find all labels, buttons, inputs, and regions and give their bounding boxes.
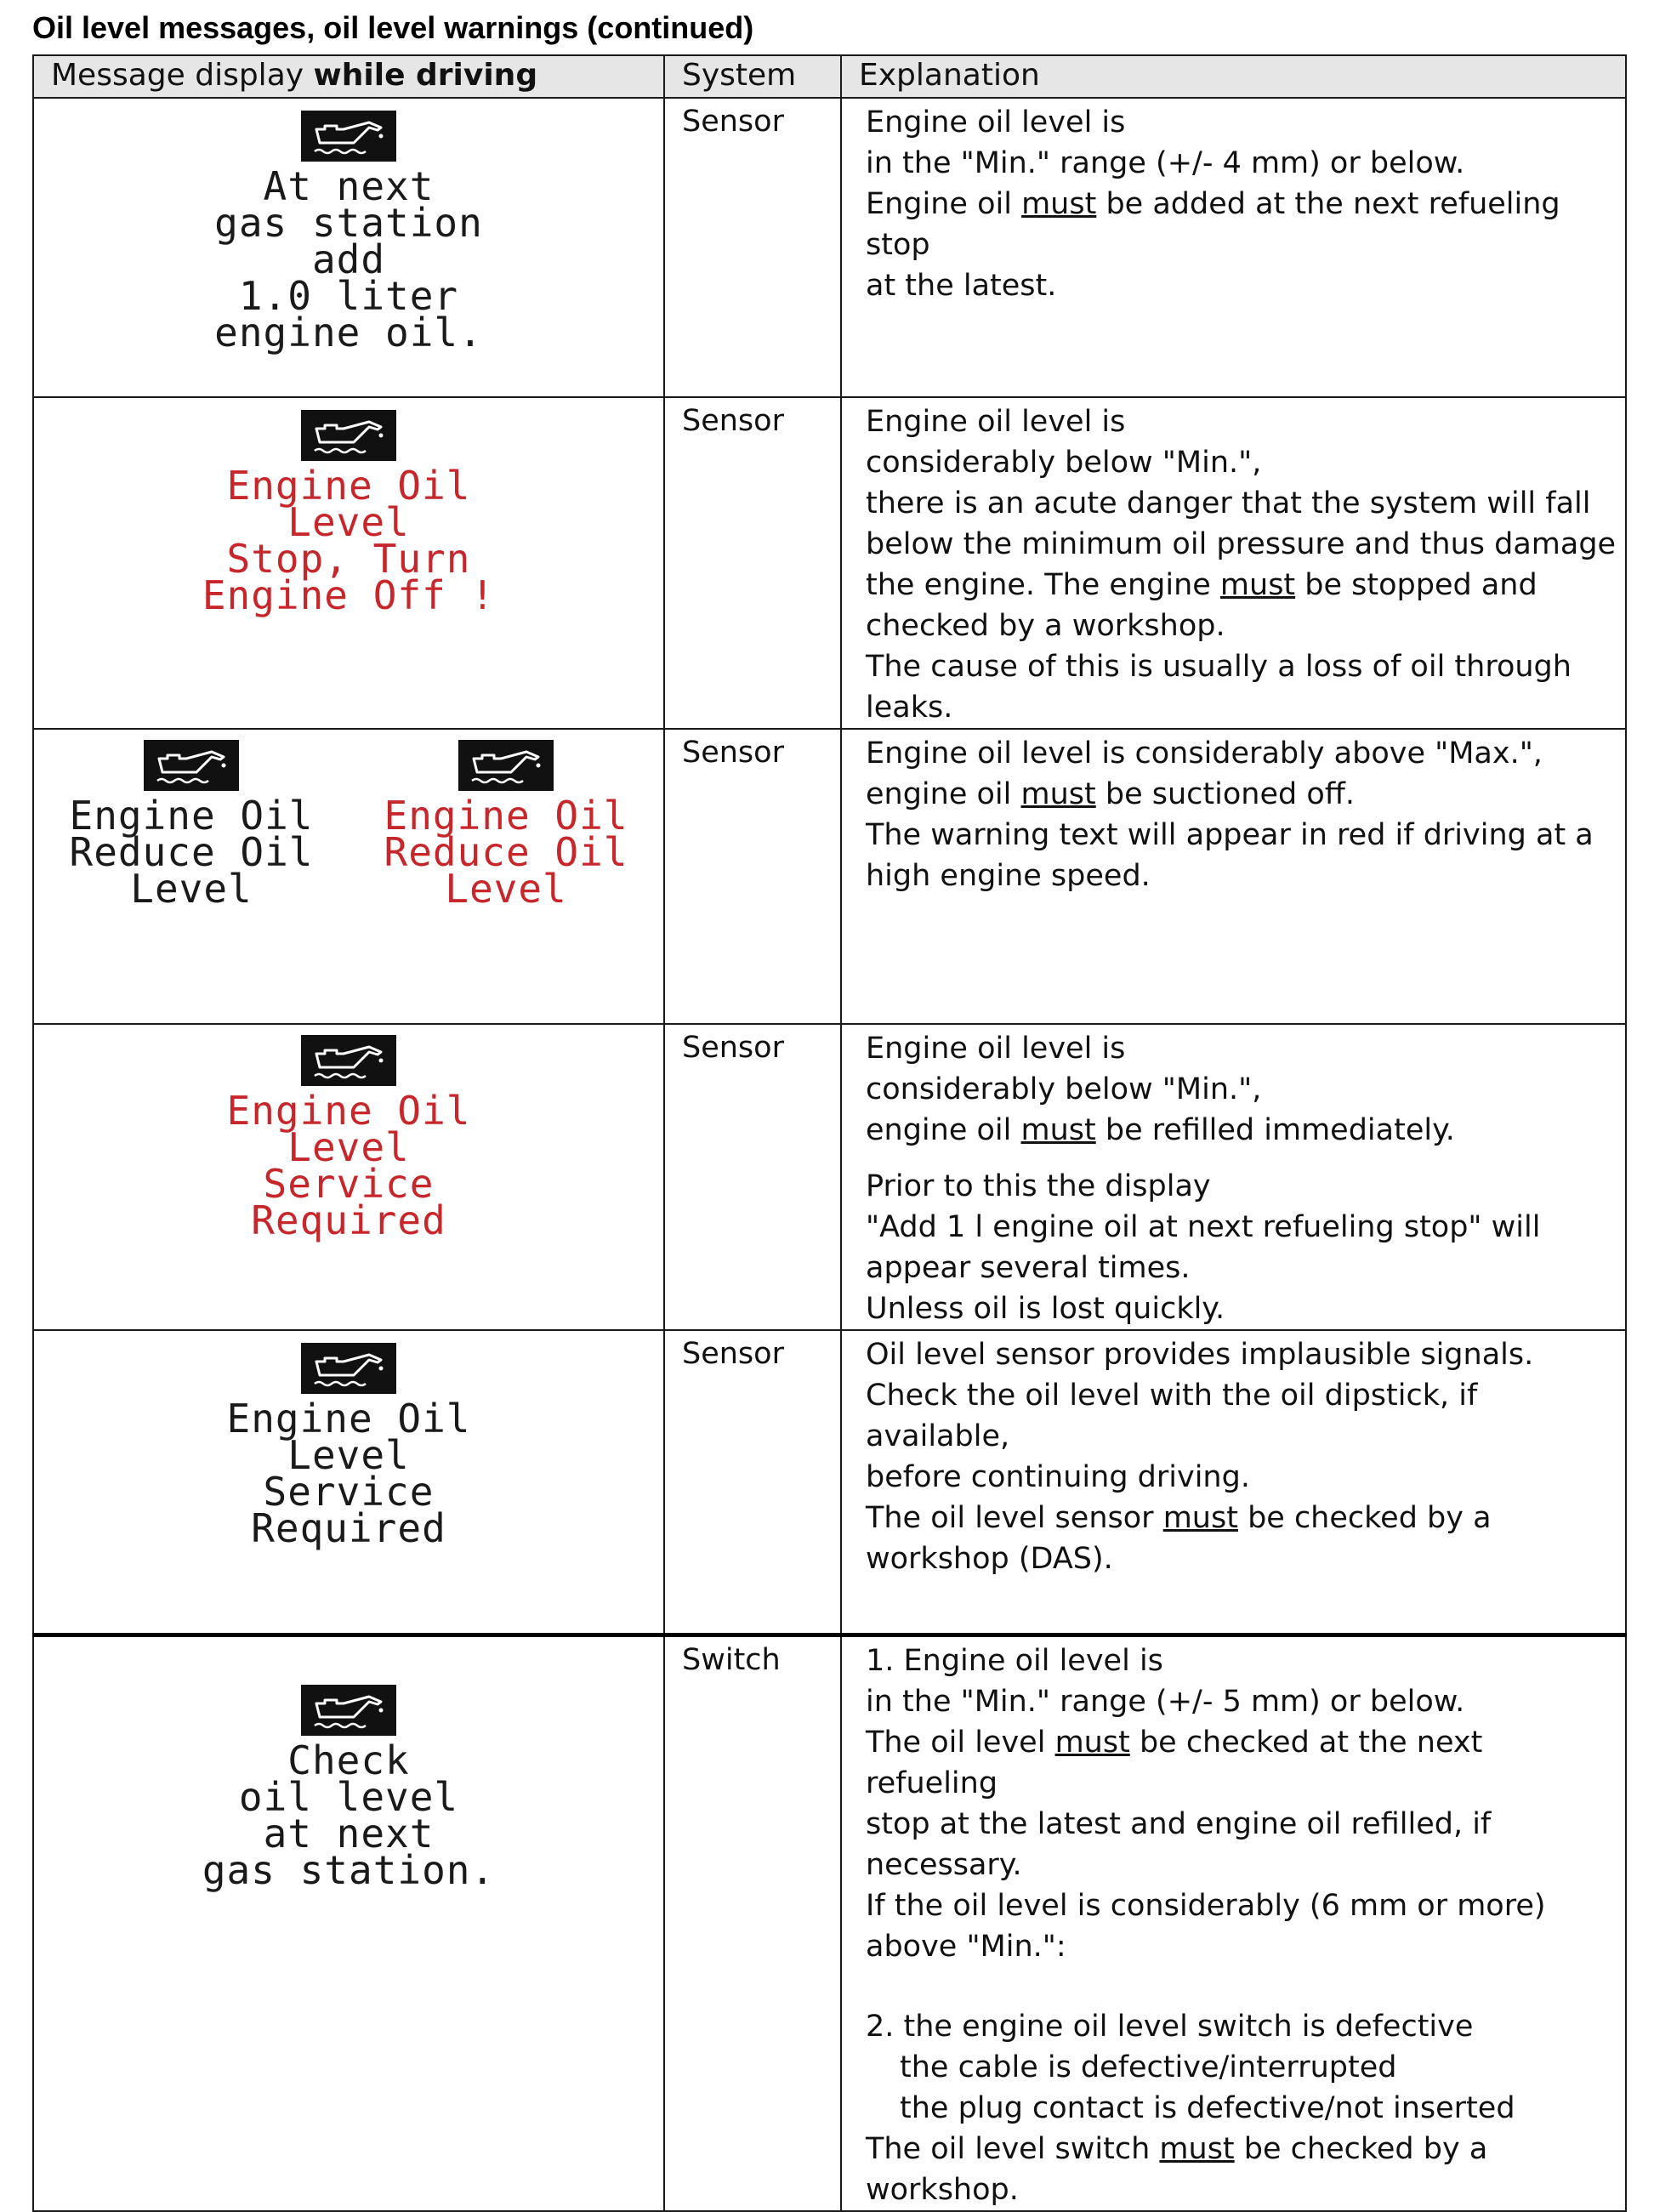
explanation-line: necessary. (866, 1847, 1022, 1882)
oil-can-icon (144, 740, 239, 791)
oil-can-icon (301, 111, 396, 162)
explanation-line: workshop (DAS). (866, 1542, 1113, 1576)
explanation-line: high engine speed. (866, 859, 1151, 893)
oil-can-icon (301, 410, 396, 461)
emphasis-must: must (1162, 1501, 1238, 1535)
system-cell: Sensor (664, 1330, 841, 1635)
explanation-line: above "Min.": (866, 1929, 1066, 1964)
explanation-cell (841, 1635, 1626, 2211)
header-row (33, 55, 1626, 98)
explanation-part-a (866, 1028, 1617, 1151)
table-row (33, 1330, 1626, 1635)
explanation-cell (841, 397, 1626, 729)
explanation-line: appear several times. (866, 1251, 1191, 1285)
explanation-line: engine oil must be suctioned off. (866, 777, 1355, 811)
explanation-line: at the latest. (866, 269, 1057, 303)
emphasis-must: must (1021, 187, 1097, 221)
explanation-line: Engine oil level is (866, 405, 1126, 439)
system-cell: Sensor (664, 729, 841, 1024)
table-row (33, 98, 1626, 397)
lcd-message: Engine Oil Reduce Oil Level (69, 793, 314, 912)
header-system: System (664, 55, 841, 98)
explanation-cell (841, 98, 1626, 397)
explanation-line: workshop. (866, 2172, 1019, 2207)
oil-can-icon (301, 1685, 396, 1736)
system-cell: Sensor (664, 1024, 841, 1330)
explanation-line: checked by a workshop. (866, 609, 1225, 643)
display-cell (33, 1024, 664, 1330)
display-cell (33, 729, 664, 1024)
explanation-line: considerably below "Min.", (866, 1072, 1262, 1106)
lcd-message: Engine Oil Reduce Oil Level (384, 793, 628, 912)
page-title: Oil level messages, oil level warnings (continued) (32, 10, 754, 45)
table-row (33, 1635, 1626, 2211)
lcd-message: Engine Oil Level Stop, Turn Engine Off ! (202, 463, 496, 618)
explanation-cell (841, 1330, 1626, 1635)
explanation-line: considerably below "Min.", (866, 446, 1262, 480)
explanation-line: Unless oil is lost quickly. (866, 1292, 1225, 1326)
emphasis-must: must (1054, 1725, 1130, 1760)
explanation-line: before continuing driving. (866, 1460, 1250, 1494)
explanation-line: the engine. The engine must be stopped and (866, 568, 1537, 602)
table-row (33, 397, 1626, 729)
emphasis-must: must (1219, 568, 1296, 602)
header-explanation: Explanation (841, 55, 1626, 98)
explanation-line: 2. the engine oil level switch is defective (866, 2009, 1474, 2044)
explanation-line: the plug contact is defective/not inserted (900, 2090, 1515, 2125)
explanation-line: If the oil level is considerably (6 mm or more) (866, 1888, 1546, 1923)
display-cell (33, 1635, 664, 2211)
explanation-line: the cable is defective/interrupted (900, 2050, 1397, 2084)
table-row (33, 729, 1626, 1024)
display-cell (33, 1330, 664, 1635)
explanation-line: engine oil must be refilled immediately. (866, 1113, 1455, 1147)
lcd-message: Engine Oil Level Service Required (226, 1396, 471, 1551)
oil-can-icon (301, 1035, 396, 1086)
explanation-line: in the "Min." range (+/- 5 mm) or below. (866, 1684, 1465, 1719)
explanation-line: The warning text will appear in red if driving at a (866, 818, 1594, 852)
explanation-line: Engine oil level is considerably above "Max.", (866, 736, 1543, 771)
emphasis-must: must (1020, 777, 1096, 811)
lcd-red-variant (384, 740, 628, 912)
oil-can-icon (301, 1343, 396, 1394)
lcd-message: Check oil level at next gas station. (202, 1737, 496, 1893)
explanation-line: Prior to this the display (866, 1169, 1211, 1203)
explanation-line: The cause of this is usually a loss of oil through (866, 650, 1572, 684)
lcd-normal-variant (69, 740, 314, 912)
table-row (33, 1024, 1626, 1330)
system-cell: Sensor (664, 397, 841, 729)
explanation-line: Oil level sensor provides implausible signals. (866, 1338, 1534, 1372)
system-cell: Sensor (664, 98, 841, 397)
explanation-line: in the "Min." range (+/- 4 mm) or below. (866, 146, 1465, 180)
explanation-cell (841, 1024, 1626, 1330)
oil-messages-table (32, 54, 1627, 2212)
explanation-line: The oil level sensor must be checked by a (866, 1501, 1492, 1535)
explanation-line: Engine oil must be added at the next refueling stop (866, 187, 1560, 262)
header-display: Message display while driving (33, 55, 664, 98)
explanation-line: The oil level switch must be checked by a (866, 2131, 1488, 2166)
lcd-message: At next gas station add 1.0 liter engine oil. (214, 163, 483, 355)
explanation-line: Check the oil level with the oil dipstick, if available, (866, 1379, 1478, 1453)
explanation-part-b (866, 1166, 1617, 1329)
system-cell: Switch (664, 1635, 841, 2211)
emphasis-must: must (1159, 2131, 1235, 2166)
emphasis-must: must (1020, 1113, 1096, 1147)
explanation-line: leaks. (866, 691, 953, 725)
explanation-line: 1. Engine oil level is (866, 1643, 1163, 1678)
explanation-cell (841, 729, 1626, 1024)
explanation-line: "Add 1 l engine oil at next refueling stop" will (866, 1210, 1541, 1244)
explanation-part-a (866, 1641, 1617, 1967)
display-cell (33, 397, 664, 729)
explanation-line: below the minimum oil pressure and thus damage (866, 527, 1617, 561)
explanation-line: Engine oil level is (866, 1032, 1126, 1066)
explanation-line: there is an acute danger that the system will fall (866, 486, 1591, 520)
oil-can-icon (458, 740, 554, 791)
explanation-line: Engine oil level is (866, 105, 1126, 139)
lcd-message: Engine Oil Level Service Required (226, 1088, 471, 1243)
explanation-line: The oil level must be checked at the next refueling (866, 1725, 1483, 1800)
explanation-line: stop at the latest and engine oil refilled, if (866, 1806, 1492, 1841)
display-cell (33, 98, 664, 397)
